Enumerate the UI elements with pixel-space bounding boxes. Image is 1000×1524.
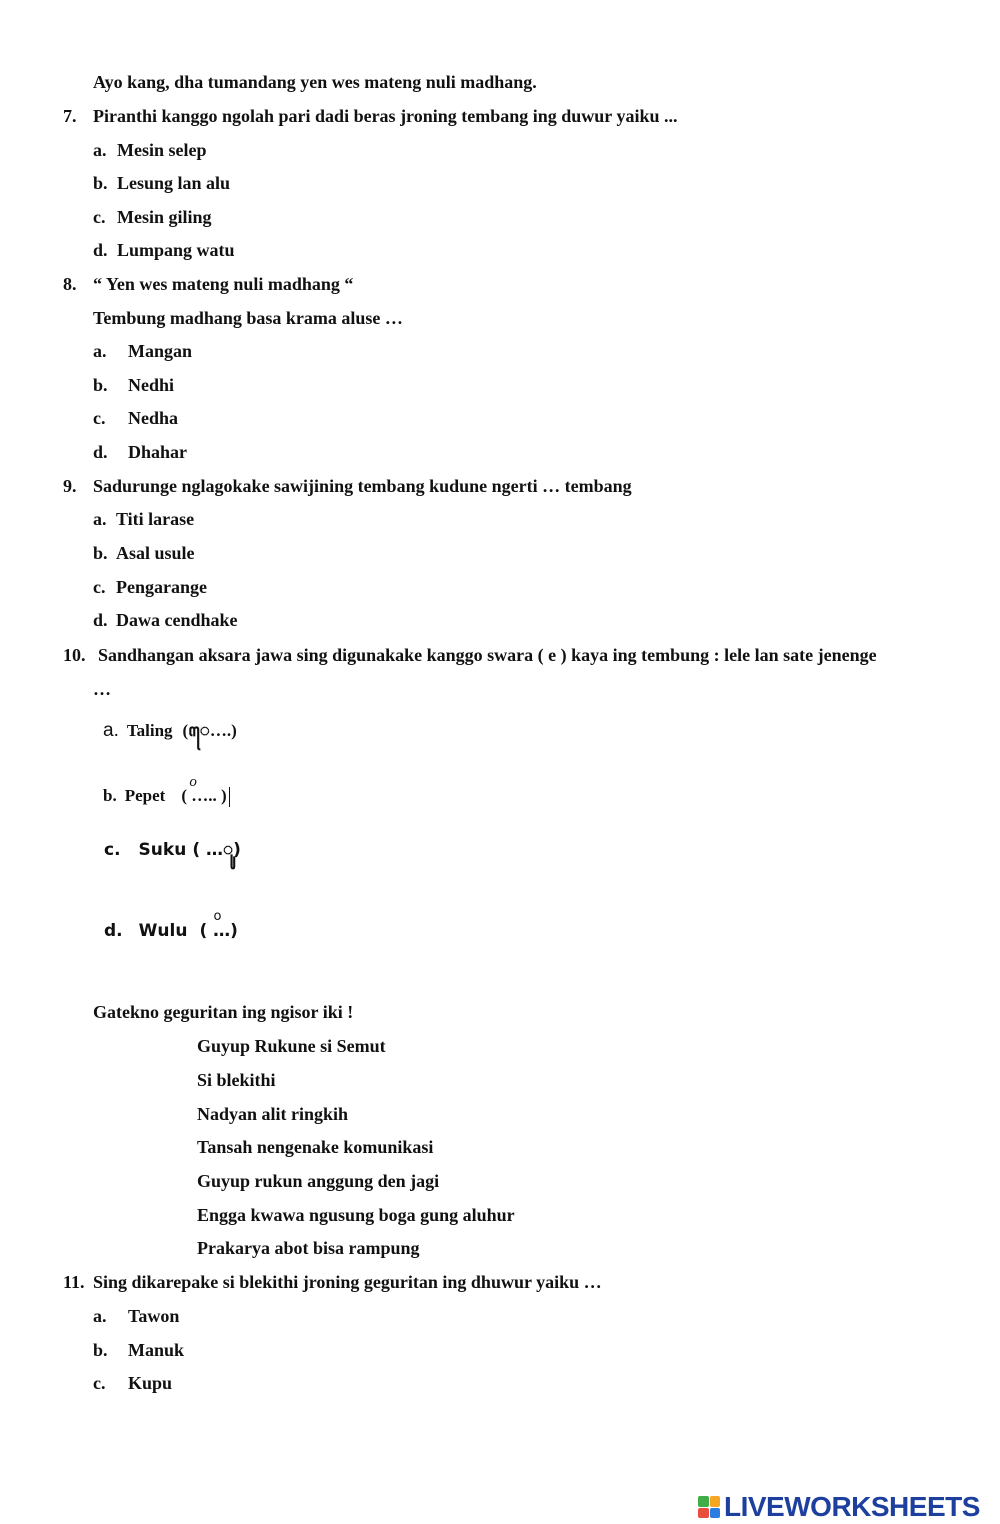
question-continuation: … <box>93 679 111 699</box>
option-text: Mesin selep <box>117 140 207 160</box>
q8-option-c[interactable] <box>93 407 178 429</box>
q9-option-a[interactable] <box>93 508 194 530</box>
option-letter: a. <box>103 720 119 741</box>
q10-option-a[interactable] <box>103 720 237 742</box>
divider <box>229 787 230 807</box>
option-letter: c. <box>93 207 106 227</box>
option-text: Asal usule <box>116 543 195 563</box>
option-letter: d. <box>93 442 108 462</box>
option-text: Mangan <box>128 341 193 361</box>
option-text: Nedhi <box>128 375 175 395</box>
option-letter: b. <box>93 173 108 193</box>
q11-option-b[interactable] <box>93 1339 184 1361</box>
option-text: Lumpang watu <box>117 240 235 260</box>
poem-line: Nadyan alit ringkih <box>197 1104 349 1124</box>
brand-text: LIVEWORKSHEETS <box>724 1491 980 1522</box>
question-number: 9. <box>63 476 77 496</box>
option-text: Taling <box>126 721 173 740</box>
option-letter: a. <box>93 509 107 529</box>
question-number: 8. <box>63 274 77 294</box>
wulu-symbol-text: ( …) <box>199 921 238 941</box>
option-text: Mesin giling <box>117 207 212 227</box>
wulu-mark-icon: o <box>213 909 222 924</box>
intro-line: Ayo kang, dha tumandang yen wes mateng nuli madhang. <box>93 72 537 92</box>
option-text: Pepet <box>124 786 166 805</box>
poem-line: Prakarya abot bisa rampung <box>197 1238 420 1258</box>
option-letter: c. <box>93 408 106 428</box>
question-9 <box>63 475 632 497</box>
option-text: Nedha <box>128 408 179 428</box>
taling-symbol: (ꦺ….) <box>182 721 237 740</box>
q10-option-c[interactable] <box>104 839 241 861</box>
poem-title: Guyup Rukune si Semut <box>197 1036 386 1056</box>
q11-option-c[interactable] <box>93 1372 172 1394</box>
question-text: Sing dikarepake si blekithi jroning geguritan ing dhuwur yaiku … <box>93 1272 602 1292</box>
option-text: Dhahar <box>128 442 188 462</box>
liveworksheets-logo-icon <box>698 1496 720 1518</box>
question-8 <box>63 273 353 295</box>
option-text: Pengarange <box>116 577 207 597</box>
pepet-mark-icon: o <box>189 774 197 790</box>
option-letter: d. <box>104 921 123 941</box>
option-letter: a. <box>93 1306 107 1326</box>
option-text: Kupu <box>128 1373 173 1393</box>
option-letter: d. <box>93 610 108 630</box>
question-text: Sadurunge nglagokake sawijining tembang kudune ngerti … tembang <box>93 476 632 496</box>
poem-line: Si blekithi <box>197 1070 276 1090</box>
question-number: 11. <box>63 1272 85 1292</box>
wulu-symbol <box>199 909 238 942</box>
option-letter: b. <box>103 786 117 805</box>
option-letter: c. <box>93 577 106 597</box>
option-letter: c. <box>104 840 121 860</box>
poem-intro: Gatekno geguritan ing ngisor iki ! <box>93 1002 354 1022</box>
option-text: Lesung lan alu <box>117 173 231 193</box>
poem-line: Guyup rukun anggung den jagi <box>197 1171 440 1191</box>
question-text: Piranthi kanggo ngolah pari dadi beras jroning tembang ing duwur yaiku ... <box>93 106 678 126</box>
q11-option-a[interactable] <box>93 1305 179 1327</box>
q8-option-b[interactable] <box>93 374 174 396</box>
pepet-symbol <box>181 774 227 807</box>
option-text: Dawa cendhake <box>116 610 238 630</box>
q10-option-d[interactable] <box>104 909 238 942</box>
poem-line: Engga kwawa ngusung boga gung aluhur <box>197 1205 515 1225</box>
poem-line: Tansah nengenake komunikasi <box>197 1137 434 1157</box>
question-number: 10. <box>63 645 86 665</box>
option-letter: b. <box>93 375 108 395</box>
q9-option-b[interactable] <box>93 542 195 564</box>
pepet-symbol-text: ( ….. ) <box>181 786 227 805</box>
q7-option-a[interactable] <box>93 139 207 161</box>
q7-option-c[interactable] <box>93 206 212 228</box>
question-quote: “ Yen wes mateng nuli madhang “ <box>93 274 354 294</box>
option-letter: c. <box>93 1373 106 1393</box>
option-text: Wulu <box>138 921 188 941</box>
option-letter: d. <box>93 240 108 260</box>
q9-option-c[interactable] <box>93 576 207 598</box>
option-text: Titi larase <box>116 509 195 529</box>
q10-option-b[interactable] <box>103 774 230 807</box>
q8-option-a[interactable] <box>93 340 192 362</box>
q8-option-d[interactable] <box>93 441 187 463</box>
option-letter: b. <box>93 1340 108 1360</box>
question-7 <box>63 105 677 127</box>
option-text: Tawon <box>128 1306 180 1326</box>
liveworksheets-logo <box>698 1492 980 1522</box>
question-text: Sandhangan aksara jawa sing digunakake kanggo swara ( e ) kaya ing tembung : lele lan sate jenenge <box>98 645 877 665</box>
suku-symbol: ( …ꦸ) <box>192 840 241 860</box>
question-text: Tembung madhang basa krama aluse … <box>93 308 403 328</box>
q7-option-b[interactable] <box>93 172 230 194</box>
q9-option-d[interactable] <box>93 609 238 631</box>
q7-option-d[interactable] <box>93 239 235 261</box>
question-number: 7. <box>63 106 77 126</box>
option-text: Suku <box>138 840 187 860</box>
question-11 <box>63 1271 602 1293</box>
question-10 <box>63 644 877 666</box>
option-letter: a. <box>93 140 107 160</box>
option-text: Manuk <box>128 1340 185 1360</box>
option-letter: a. <box>93 341 107 361</box>
option-letter: b. <box>93 543 108 563</box>
